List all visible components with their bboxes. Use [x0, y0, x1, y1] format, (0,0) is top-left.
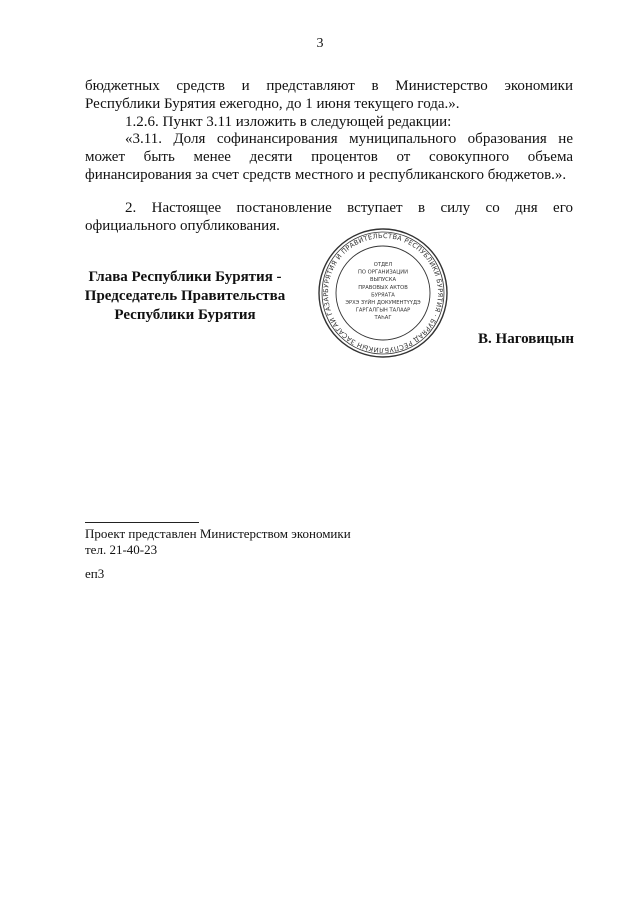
signatory-title-line: Председатель Правительства [84, 288, 286, 304]
paragraph-line: Республики Бурятия ежегодно, до 1 июня текущего года.». [85, 96, 460, 112]
seal-center-line: ВЫПУСКА [369, 277, 397, 284]
paragraph-amendment-item: 1.2.6. Пункт 3.11 изложить в следующей редакции: [125, 114, 452, 130]
paragraph-line: «3.11. Доля софинансирования муниципального образования не [125, 131, 573, 147]
paragraph-line: бюджетных средств и представляют в Министерство экономики [85, 78, 573, 94]
seal-center-line: ОТДЕЛ [373, 262, 393, 268]
paragraph-line: финансирования за счет средств местного и республиканского бюджетов.». [85, 167, 567, 183]
svg-text:БУРЯТИЯ И ПРАВИТЕЛЬСТВА РЕСПУБ: БУРЯТИЯ И ПРАВИТЕЛЬСТВА РЕСПУБЛИКИ БУРЯТИЯ · БУРЯАД РЕСПУБЛИКЫН ЗАСАГАЙ ГАЗАР [321, 231, 445, 355]
seal-center-line: БУРЯАТА [371, 292, 395, 299]
seal-center-line: ПРАВОВЫХ АКТОВ [358, 284, 408, 291]
paragraph-line: может быть менее десяти процентов от совокупного объема [85, 149, 573, 165]
paragraph-line: официального опубликования. [85, 218, 280, 234]
footer-prepared-by: Проект представлен Министерством экономики [85, 526, 351, 541]
footer-code: еп3 [85, 566, 105, 581]
footer-phone: тел. 21-40-23 [85, 542, 158, 557]
official-seal [316, 226, 450, 360]
signatory-name: В. Наговицын [478, 331, 574, 347]
page-number: 3 [316, 36, 324, 51]
seal-center-line: ГАРГАЛГЫН ТАЛААР [355, 307, 411, 314]
seal-center-line: ЭРХЭ ЗҮЙН ДОКУМЕНТҮҮДЭ [345, 300, 421, 306]
footnote-divider [85, 522, 199, 523]
seal-center-line: ТАҺАГ [374, 315, 392, 322]
signatory-title-line: Глава Республики Бурятия - [88, 269, 282, 285]
paragraph-line: 2. Настоящее постановление вступает в силу со дня его [125, 200, 573, 216]
signatory-title-line: Республики Бурятия [114, 307, 256, 323]
seal-center-line: ПО ОРГАНИЗАЦИИ [357, 269, 409, 276]
